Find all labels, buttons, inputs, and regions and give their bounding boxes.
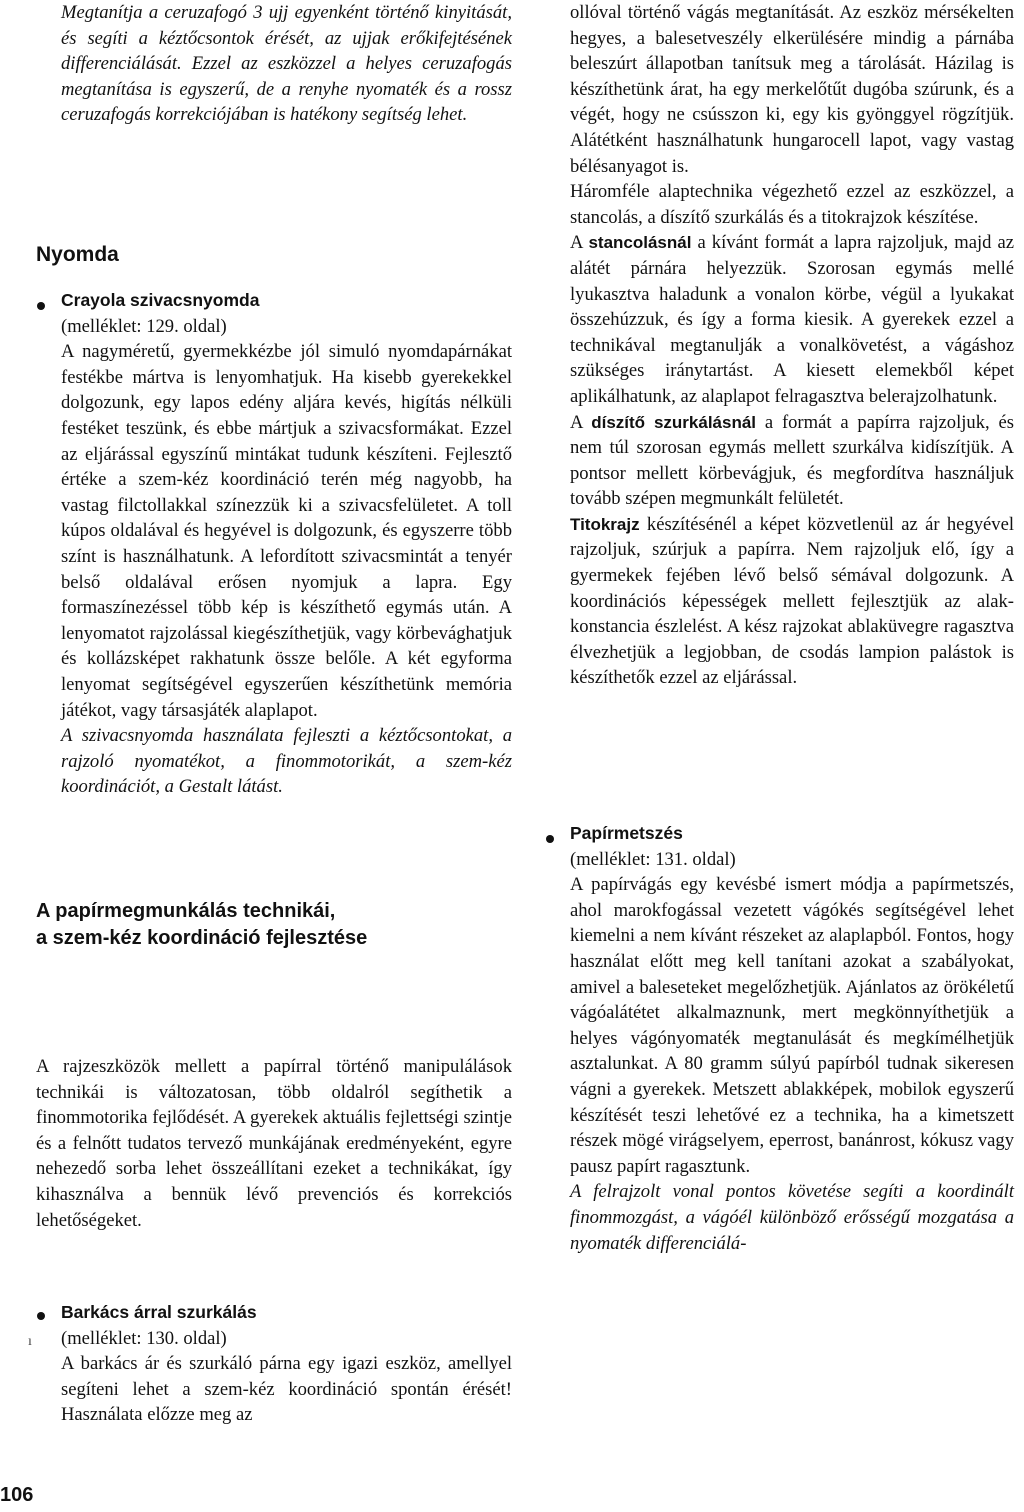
titok-term: Titokrajz <box>570 514 640 534</box>
crayola-body: A nagyméretű, gyermekkézbe jól simuló nyomdapárnákat festékbe mártva is lenyomhatjuk. Ha kisebb gyerekekkel dolgozunk, egy lapos edény aljára kevés, higítás nélküli festéket teszünk, és ebbe mártjuk a szivacsformákat. Ezzel az eljárással egyszínű mintákat tudunk készíteni. Fejlesztő értéke a szem-kéz koordináció terén még nagyobb, ha vastag filctollakkal színezzük ki a szivacsfelületet. A toll kúpos oldalával és hegyével is dolgozunk, és egyszerre több színt is használhatunk. A lefordított szivacsmintát a tenyér belső oldalával erősen nyomjuk a lapra. Egy formaszínezéssel több kép is készíthető egymás után. A lenyomatot rajzolással kiegészíthetjük, vagy körbevághatjuk és kollázsképet rakhatunk össze belőle. A két egyforma lenyomat segítségével egyszerűen készíthetünk memória játékot, vagy társasjáték alaplapot. <box>61 341 512 721</box>
crayola-item <box>61 288 512 800</box>
diszito-text: a formát a papírra rajzoljuk, és nem túl szorosan egymás mellett szurkálva kidíszítjük. A pontsor mellett körbevágjuk, és megfordítva használjuk tovább szépen megmunkált felületét. <box>570 411 1014 510</box>
papirmetszes-italic: A felrajzolt vonal pontos követése segíti a koordinált finommozgást, a vágóél különböző erősségű mozgatása a nyomaték differenciálá- <box>570 1181 1014 1254</box>
papirmetszes-title: Papírmetszés <box>570 823 683 843</box>
section-heading-papir-line1: A papírmegmunkálás technikái, <box>36 900 336 922</box>
stancolas-paragraph <box>570 230 1014 409</box>
titok-paragraph <box>570 512 1014 691</box>
bullet-icon <box>37 1312 45 1320</box>
margin-mark: ı <box>28 1334 32 1349</box>
section-heading-nyomda: Nyomda <box>36 243 119 266</box>
barkacs-title: Barkács árral szurkálás <box>61 1302 257 1322</box>
barkacs-body: A barkács ár és szurkáló párna egy igazi eszköz, amellyel segíteni lehet a szem-kéz koordináció spontán érését! Használata előzze meg az <box>61 1353 512 1426</box>
section-heading-papir-line2: a szem-kéz koordináció fejlesztése <box>36 927 368 949</box>
stancolas-term: stancolásnál <box>588 233 692 253</box>
diszito-term: díszítő szurkálásnál <box>591 412 757 432</box>
papirmetszes-ref: (melléklet: 131. oldal) <box>570 848 736 870</box>
harom-paragraph: Háromféle alaptechnika végezhető ezzel az eszközzel, a stancolás, a díszítő szurkálás és a titokrajzok készítése. <box>570 181 1014 228</box>
barkacs-item <box>61 1300 512 1428</box>
papirmetszes-item <box>570 821 1014 1256</box>
titok-text: készítésénél a képet közvetlenül az ár hegyével rajzoljuk, szúrjuk a papírra. Nem rajzoljuk elő, így a gyermekek fejében lévő belső sémával dolgozunk. A koordinációs képességek mellett fejlesztjük az alak-konstancia észlelést. A kész rajzokat ablaküvegre ragasztva élvezhetjük a legjobban, de csodás lampion palástok is készíthetők ezzel az eljárással. <box>570 513 1014 689</box>
diszito-paragraph <box>570 410 1014 512</box>
papirmetszes-body: A papírvágás egy kevésbé ismert módja a papírmetszés, ahol marokfogással vezetett vágókés segítségével lehet kiemelni a nem kívánt részeket az alaplapból. Fontos, hogy használat előtt meg kell tanítani azokat a szabályokat, amivel a baleseteket megelőzhetjük. Ajánlatos az örökéletű vágóalátétet alkalmaznunk, mert megkönnyíthetjük a helyes vágónyomaték megtanulását és megkímélhetjük asztalunkat. A 80 gramm súlyú papírból tudnak sikeresen vágni a gyerekek. Metszett ablakképek, mobilok egyszerű készítését teszi lehetővé ez a technika, ha a kimetszett részek mögé virágselyem, eperrost, banánrost, kókusz vagy pausz papírt ragasztunk. <box>570 874 1014 1177</box>
barkacs-ref: (melléklet: 130. oldal) <box>61 1327 227 1349</box>
bullet-icon <box>37 302 45 310</box>
diszito-lead: A <box>570 411 592 433</box>
crayola-title: Crayola szivacsnyomda <box>61 290 260 310</box>
right-column-top <box>570 0 1014 691</box>
continued-paragraph: ollóval történő vágás megtanítását. Az eszköz mérsékelten hegyes, a balesetveszély elkerülésére mindig a párnába beleszúrt állapotban tanítsuk meg a tárolását. Házilag is készíthetünk árat, ha egy merkelőtűt dugóba szúrunk, és a végét, hogy ne csússzon ki, egy kis gyönggyel rögzítjük. Alátétként használhatunk hungarocell lapot, vagy vastag bélésanyagot is. <box>570 2 1014 177</box>
page-number: 106 <box>0 1484 34 1506</box>
crayola-ref: (melléklet: 129. oldal) <box>61 315 227 337</box>
stancolas-lead: A <box>570 232 589 254</box>
bullet-icon <box>546 835 554 843</box>
stancolas-text: a kívánt formát a lapra rajzoljuk, majd az alátét párnára helyezzük. Szorosan egymás mellé lyukasztva haladunk a vonalon körbe, végül a lyukakat összehúzzuk, és így a forma kiesik. A gyerekek ezzel a technikával megtanulják a vonalkövetést, a vágáshoz szükséges iránytartást. A kiesett elemekből képet aplikálhatunk, az alaplapot felragasztva belerajzolhatunk. <box>570 232 1014 407</box>
crayola-italic-summary: A szivacsnyomda használata fejleszti a kéztőcsontokat, a rajzoló nyomatékot, a finommotorikát, a szem-kéz koordinációt, a Gestalt látást. <box>61 725 512 798</box>
section-heading-papir <box>36 898 367 952</box>
papir-intro-paragraph: A rajzeszközök mellett a papírral történő manipulálások technikái is változatosan, több oldalról segíthetik a finommotorika fejlődését. A gyerekek aktuális fejlettségi szintje és a felnőtt tudatos tervező munkájának eredményeként, egyre nehezedő sorba lehet összeállítani ezeket a technikákat, így kihasználva a bennük lévő prevenciós és korrekciós lehetőségeket. <box>36 1056 512 1231</box>
intro-italic-paragraph: Megtanítja a ceruzafogó 3 ujj egyenként történő kinyitását, és segíti a kéztőcsontok érését, az ujjak erőkifejtésének differenciálását. Ezzel az eszközzel a helyes ceruzafogás megtanítása is egyszerű, de a renyhe nyomaték és a rossz ceruzafogás korrekciójában is hatékony segítség lehet. <box>61 2 512 126</box>
